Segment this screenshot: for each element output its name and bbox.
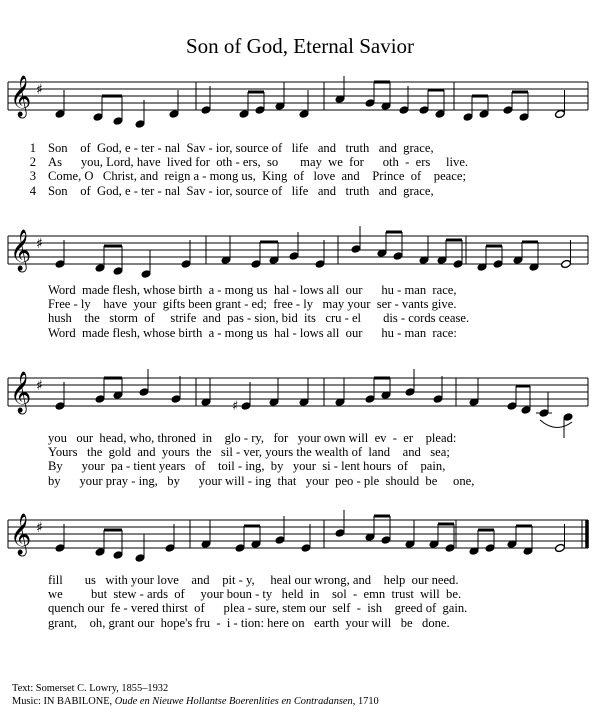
- lyric-text: grant, oh, grant our hope's fru - i - tion: here on earth your will be done.: [48, 615, 450, 630]
- music-credit-prefix: Music: IN BABILONE,: [12, 695, 115, 707]
- lyric-line: [0, 573, 600, 587]
- verse-number: 4: [29, 183, 36, 198]
- hymn-title: Son of God, Eternal Savior: [185, 34, 415, 58]
- verse-number: 3: [29, 169, 36, 184]
- verse-block-4: [0, 573, 600, 630]
- lyric-text: you our head, who, throned in glo - ry, for your own will ev - er plead:: [48, 431, 457, 445]
- music-credit-year: , 1710: [352, 695, 379, 707]
- lyric-text: Son of God, e - ter - nal Sav - ior, source of life and truth and grace,: [48, 141, 434, 155]
- treble-clef-icon: 𝄞: [10, 230, 32, 271]
- lyric-text: hush the storm of strife and pas - sion, bid its cru - el dis - cords cease.: [48, 311, 470, 326]
- music-credit: [12, 696, 379, 709]
- lyric-text: As you, Lord, have lived for oth - ers, so may we for oth - ers live.: [48, 155, 469, 170]
- lyric-text: Word made flesh, whose birth a - mong us hal - lows all our hu - man race:: [48, 325, 457, 340]
- lyric-text: Word made flesh, whose birth a - mong us hal - lows all our hu - man race,: [48, 283, 457, 297]
- lyric-text: quench our fe - vered thirst of plea - sure, stem our self - ish greed of gain.: [48, 601, 468, 616]
- lyric-text: fill us with your love and pit - y, heal our wrong, and help our need.: [48, 573, 459, 587]
- key-signature-sharp-icon: ♯: [36, 82, 43, 98]
- lyric-line: [0, 616, 600, 630]
- lyric-text: Yours the gold and yours the sil - ver, yours the wealth of land and sea;: [48, 445, 450, 460]
- key-signature-sharp-icon: ♯: [36, 378, 43, 394]
- music-credit-source: Oude en Nieuwe Hollantse Boerenlities en Contradansen: [114, 695, 353, 707]
- verse-number: 1: [29, 141, 36, 155]
- key-signature-sharp-icon: ♯: [36, 236, 43, 252]
- key-signature-sharp-icon: ♯: [36, 520, 43, 536]
- lyric-text: we but stew - ards of your boun - ty held in sol - emn trust will be.: [48, 587, 462, 602]
- treble-clef-icon: 𝄞: [10, 514, 32, 555]
- verse-number: 2: [29, 155, 36, 170]
- treble-clef-icon: 𝄞: [10, 76, 32, 117]
- lyric-text: Son of God, e - ter - nal Sav - ior, source of life and truth and grace,: [48, 183, 434, 198]
- lyric-line: [0, 601, 600, 615]
- treble-clef-icon: 𝄞: [10, 372, 32, 413]
- lyric-line: [0, 587, 600, 601]
- svg-text:♯: ♯: [232, 399, 239, 414]
- lyric-text: by your pray - ing, by your will - ing that your peo - ple should be one,: [48, 473, 475, 488]
- lyric-text: Free - ly have your gifts been grant - ed; free - ly may your ser - vants give.: [48, 297, 457, 312]
- text-credit: Text: Somerset C. Lowry, 1855–1932: [12, 683, 169, 694]
- credits: [12, 683, 379, 708]
- lyric-text: Come, O Christ, and reign a - mong us, King of love and Prince of peace;: [48, 169, 466, 184]
- lyric-text: By your pa - tient years of toil - ing, by your si - lent hours of pain,: [48, 459, 446, 474]
